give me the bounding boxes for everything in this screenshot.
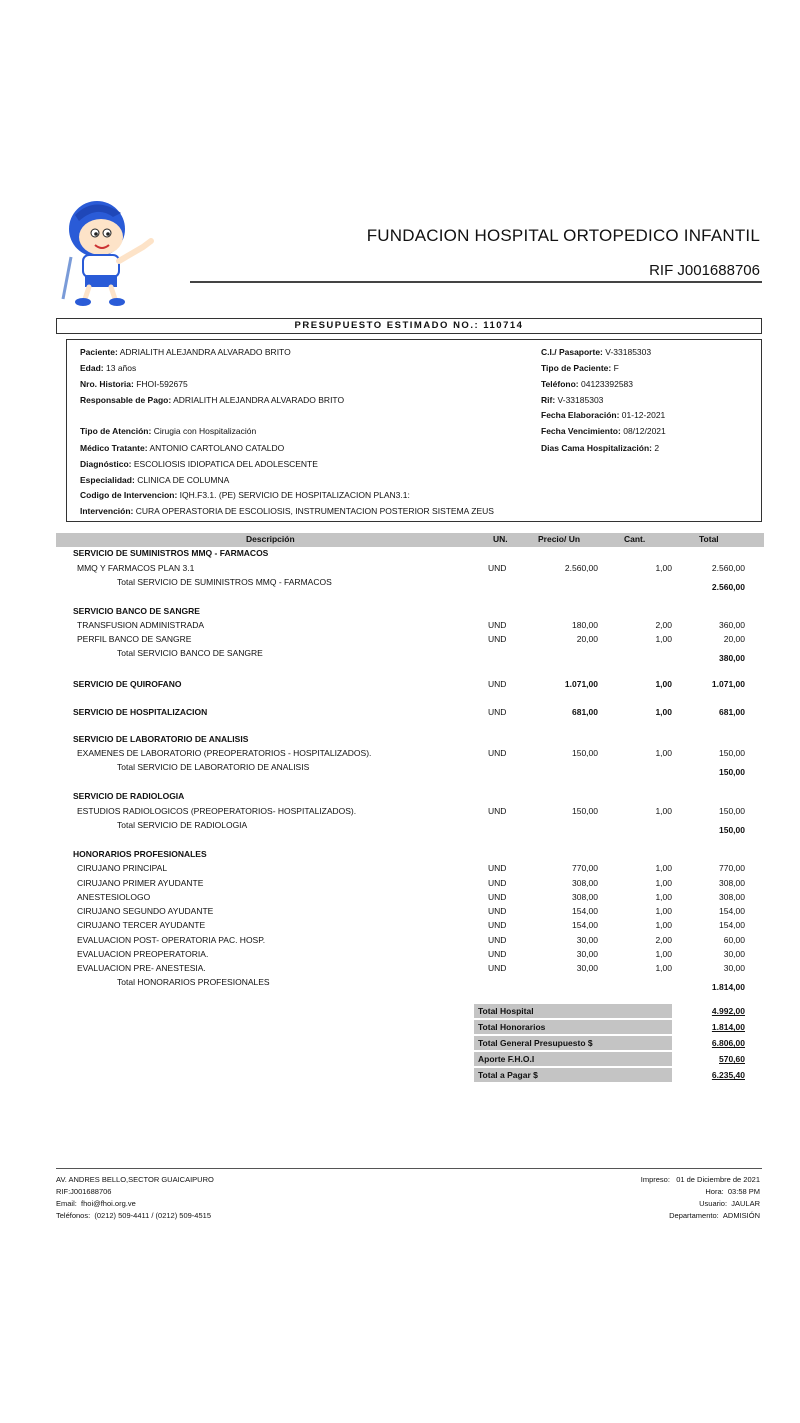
row-price: 150,00 [572,806,598,816]
header-divider [190,281,762,283]
row-unit: UND [488,748,507,758]
subtotal-label: Total HONORARIOS PROFESIONALES [117,977,270,987]
row-price: 150,00 [572,748,598,758]
section-row [0,734,800,746]
section-title: SERVICIO DE QUIROFANO [73,679,182,689]
attention-type-line: Tipo de Atención: Cirugia con Hospitalización [80,426,257,436]
table-row [0,892,800,904]
table-row [0,920,800,932]
ci-line: C.I./ Pasaporte: V-33185303 [541,347,652,357]
patient-rif-line: Rif: V-33185303 [541,395,604,405]
row-unit: UND [488,620,507,630]
totals-label: Total Hospital [474,1004,672,1018]
footer-department: Departamento: ADMISIÓN [669,1211,760,1220]
section-title: HONORARIOS PROFESIONALES [73,849,207,859]
patient-age-line: Edad: 13 años [80,363,137,373]
row-unit: UND [488,563,507,573]
subtotal-value: 2.560,00 [711,582,745,592]
subtotal-label: Total SERVICIO DE LABORATORIO DE ANALISIS [117,762,310,772]
row-price: 30,00 [576,949,598,959]
row-price: 154,00 [572,906,598,916]
col-cant: Cant. [624,534,646,544]
totals-value: 4.992,00 [711,1006,745,1016]
totals-label: Total Honorarios [474,1020,672,1034]
footer-rif: RIF:J001688706 [56,1187,112,1196]
table-row [0,906,800,918]
row-total: 154,00 [719,906,745,916]
section-row [0,849,800,861]
row-qty: 1,00 [655,863,672,873]
row-total: 60,00 [723,935,745,945]
footer-user: Usuario: JAULAR [699,1199,760,1208]
subtotal-row [0,577,800,592]
row-qty: 1,00 [655,892,672,902]
footer-phones: Teléfonos: (0212) 509-4411 / (0212) 509-4515 [56,1211,211,1220]
patient-info-box [66,339,762,522]
section-title: SERVICIO DE SUMINISTROS MMQ - FARMACOS [73,548,269,558]
subtotal-value: 150,00 [719,825,745,835]
organization-rif: RIF J001688706 [649,262,760,279]
patient-type-line: Tipo de Paciente: F [541,363,619,373]
row-total: 30,00 [723,963,745,973]
elaboration-date-line: Fecha Elaboración: 01-12-2021 [541,410,666,420]
row-price: 681,00 [572,707,598,717]
row-description: ESTUDIOS RADIOLOGICOS (PREOPERATORIOS- HOSPITALIZADOS). [77,806,357,816]
section-row [0,791,800,803]
row-description: EVALUACION PRE- ANESTESIA. [77,963,206,973]
row-qty: 1,00 [655,920,672,930]
row-qty: 1,00 [655,806,672,816]
section-row [0,548,800,560]
subtotal-value: 150,00 [719,767,745,777]
totals-value: 1.814,00 [711,1022,745,1032]
row-total: 360,00 [719,620,745,630]
footer-right [641,1174,760,1222]
row-unit: UND [488,935,507,945]
table-row [0,935,800,947]
col-total: Total [699,534,719,544]
budget-title: PRESUPUESTO ESTIMADO NO.: 110714 [294,320,524,331]
row-unit: UND [488,878,507,888]
footer-address: AV. ANDRES BELLO,SECTOR GUAICAIPURO [56,1175,214,1184]
row-total: 150,00 [719,748,745,758]
section-row [0,707,800,719]
intervention-code-line: Codigo de Intervencion: IQH.F3.1. (PE) SERVICIO DE HOSPITALIZACION PLAN3.1: [80,490,410,500]
row-unit: UND [488,679,507,689]
budget-title-box [56,318,762,334]
row-qty: 1,00 [655,679,672,689]
subtotal-row [0,762,800,777]
row-price: 154,00 [572,920,598,930]
totals-label: Aporte F.H.O.I [474,1052,672,1066]
row-description: CIRUJANO SEGUNDO AYUDANTE [77,906,214,916]
row-unit: UND [488,920,507,930]
row-total: 30,00 [723,949,745,959]
row-qty: 1,00 [655,707,672,717]
row-qty: 1,00 [655,906,672,916]
section-title: SERVICIO DE LABORATORIO DE ANALISIS [73,734,249,744]
row-qty: 2,00 [655,935,672,945]
row-price: 20,00 [576,634,598,644]
col-precio: Precio/ Un [538,534,581,544]
subtotal-value: 1.814,00 [711,982,745,992]
row-description: EVALUACION POST- OPERATORIA PAC. HOSP. [77,935,266,945]
subtotal-label: Total SERVICIO DE RADIOLOGIA [117,820,248,830]
table-row [0,806,800,818]
table-header [56,533,764,547]
row-total: 20,00 [723,634,745,644]
row-description: MMQ Y FARMACOS PLAN 3.1 [77,563,195,573]
row-description: CIRUJANO PRINCIPAL [77,863,168,873]
organization-name: FUNDACION HOSPITAL ORTOPEDICO INFANTIL [366,226,760,245]
row-description: ANESTESIOLOGO [77,892,151,902]
table-row [0,620,800,632]
payer-line: Responsable de Pago: ADRIALITH ALEJANDRA ALVARADO BRITO [80,395,345,405]
col-descripcion: Descripción [246,534,295,544]
subtotal-label: Total SERVICIO DE SUMINISTROS MMQ - FARMACOS [117,577,332,587]
row-total: 770,00 [719,863,745,873]
row-total: 2.560,00 [711,563,745,573]
row-price: 308,00 [572,892,598,902]
totals-label: Total General Presupuesto $ [474,1036,672,1050]
section-title: SERVICIO DE HOSPITALIZACION [73,707,208,717]
row-price: 30,00 [576,963,598,973]
row-qty: 1,00 [655,634,672,644]
row-description: EVALUACION PREOPERATORIA. [77,949,209,959]
footer-time: Hora: 03:58 PM [705,1187,760,1196]
subtotal-row [0,648,800,663]
totals-value: 6.806,00 [711,1038,745,1048]
specialty-line: Especialidad: CLINICA DE COLUMNA [80,475,230,485]
col-un: UN. [493,534,508,544]
table-row [0,634,800,646]
row-description: PERFIL BANCO DE SANGRE [77,634,192,644]
row-description: CIRUJANO PRIMER AYUDANTE [77,878,204,888]
row-unit: UND [488,949,507,959]
diagnosis-line: Diagnóstico: ESCOLIOSIS IDIOPATICA DEL ADOLESCENTE [80,459,318,469]
row-price: 2.560,00 [564,563,598,573]
row-total: 681,00 [719,707,745,717]
section-row [0,606,800,618]
row-qty: 1,00 [655,949,672,959]
table-row [0,863,800,875]
row-total: 308,00 [719,892,745,902]
row-qty: 1,00 [655,748,672,758]
footer-left [56,1174,214,1222]
phone-line: Teléfono: 04123392583 [541,379,634,389]
footer-printed: Impreso: 01 de Diciembre de 2021 [640,1175,760,1184]
row-qty: 1,00 [655,878,672,888]
intervention-line: Intervención: CURA OPERASTORIA DE ESCOLIOSIS, INSTRUMENTACION POSTERIOR SISTEMA ZEUS [80,506,494,516]
row-description: TRANSFUSION ADMINISTRADA [77,620,205,630]
totals-label: Total a Pagar $ [474,1068,672,1082]
row-price: 770,00 [572,863,598,873]
row-unit: UND [488,963,507,973]
footer-divider [56,1168,762,1169]
row-price: 308,00 [572,878,598,888]
section-row [0,679,800,691]
expiry-date-line: Fecha Vencimiento: 08/12/2021 [541,426,666,436]
subtotal-row [0,820,800,835]
section-title: SERVICIO DE RADIOLOGIA [73,791,185,801]
subtotal-row [0,977,800,992]
row-description: CIRUJANO TERCER AYUDANTE [77,920,206,930]
totals-value: 6.235,40 [711,1070,745,1080]
section-title: SERVICIO BANCO DE SANGRE [73,606,200,616]
row-qty: 1,00 [655,563,672,573]
row-unit: UND [488,806,507,816]
row-qty: 2,00 [655,620,672,630]
totals-value: 570,60 [719,1054,745,1064]
table-row [0,963,800,975]
row-total: 308,00 [719,878,745,888]
row-unit: UND [488,906,507,916]
row-qty: 1,00 [655,963,672,973]
subtotal-value: 380,00 [719,653,745,663]
subtotal-label: Total SERVICIO BANCO DE SANGRE [117,648,263,658]
table-row [0,949,800,961]
row-price: 30,00 [576,935,598,945]
bed-days-line: Dias Cama Hospitalización: 2 [541,443,660,453]
row-total: 150,00 [719,806,745,816]
patient-history-line: Nro. Historia: FHOI-592675 [80,379,188,389]
row-unit: UND [488,634,507,644]
row-unit: UND [488,863,507,873]
row-price: 1.071,00 [564,679,598,689]
hospital-mascot-logo [55,195,170,310]
row-unit: UND [488,892,507,902]
footer-email: Email: fhoi@fhoi.org.ve [56,1199,136,1208]
patient-name-line: Paciente: ADRIALITH ALEJANDRA ALVARADO BRITO [80,347,291,357]
table-row [0,878,800,890]
row-total: 1.071,00 [711,679,745,689]
table-row [0,563,800,575]
row-description: EXAMENES DE LABORATORIO (PREOPERATORIOS - HOSPITALIZADOS). [77,748,372,758]
row-unit: UND [488,707,507,717]
doctor-line: Médico Tratante: ANTONIO CARTOLANO CATALDO [80,443,285,453]
table-row [0,748,800,760]
row-price: 180,00 [572,620,598,630]
row-total: 154,00 [719,920,745,930]
